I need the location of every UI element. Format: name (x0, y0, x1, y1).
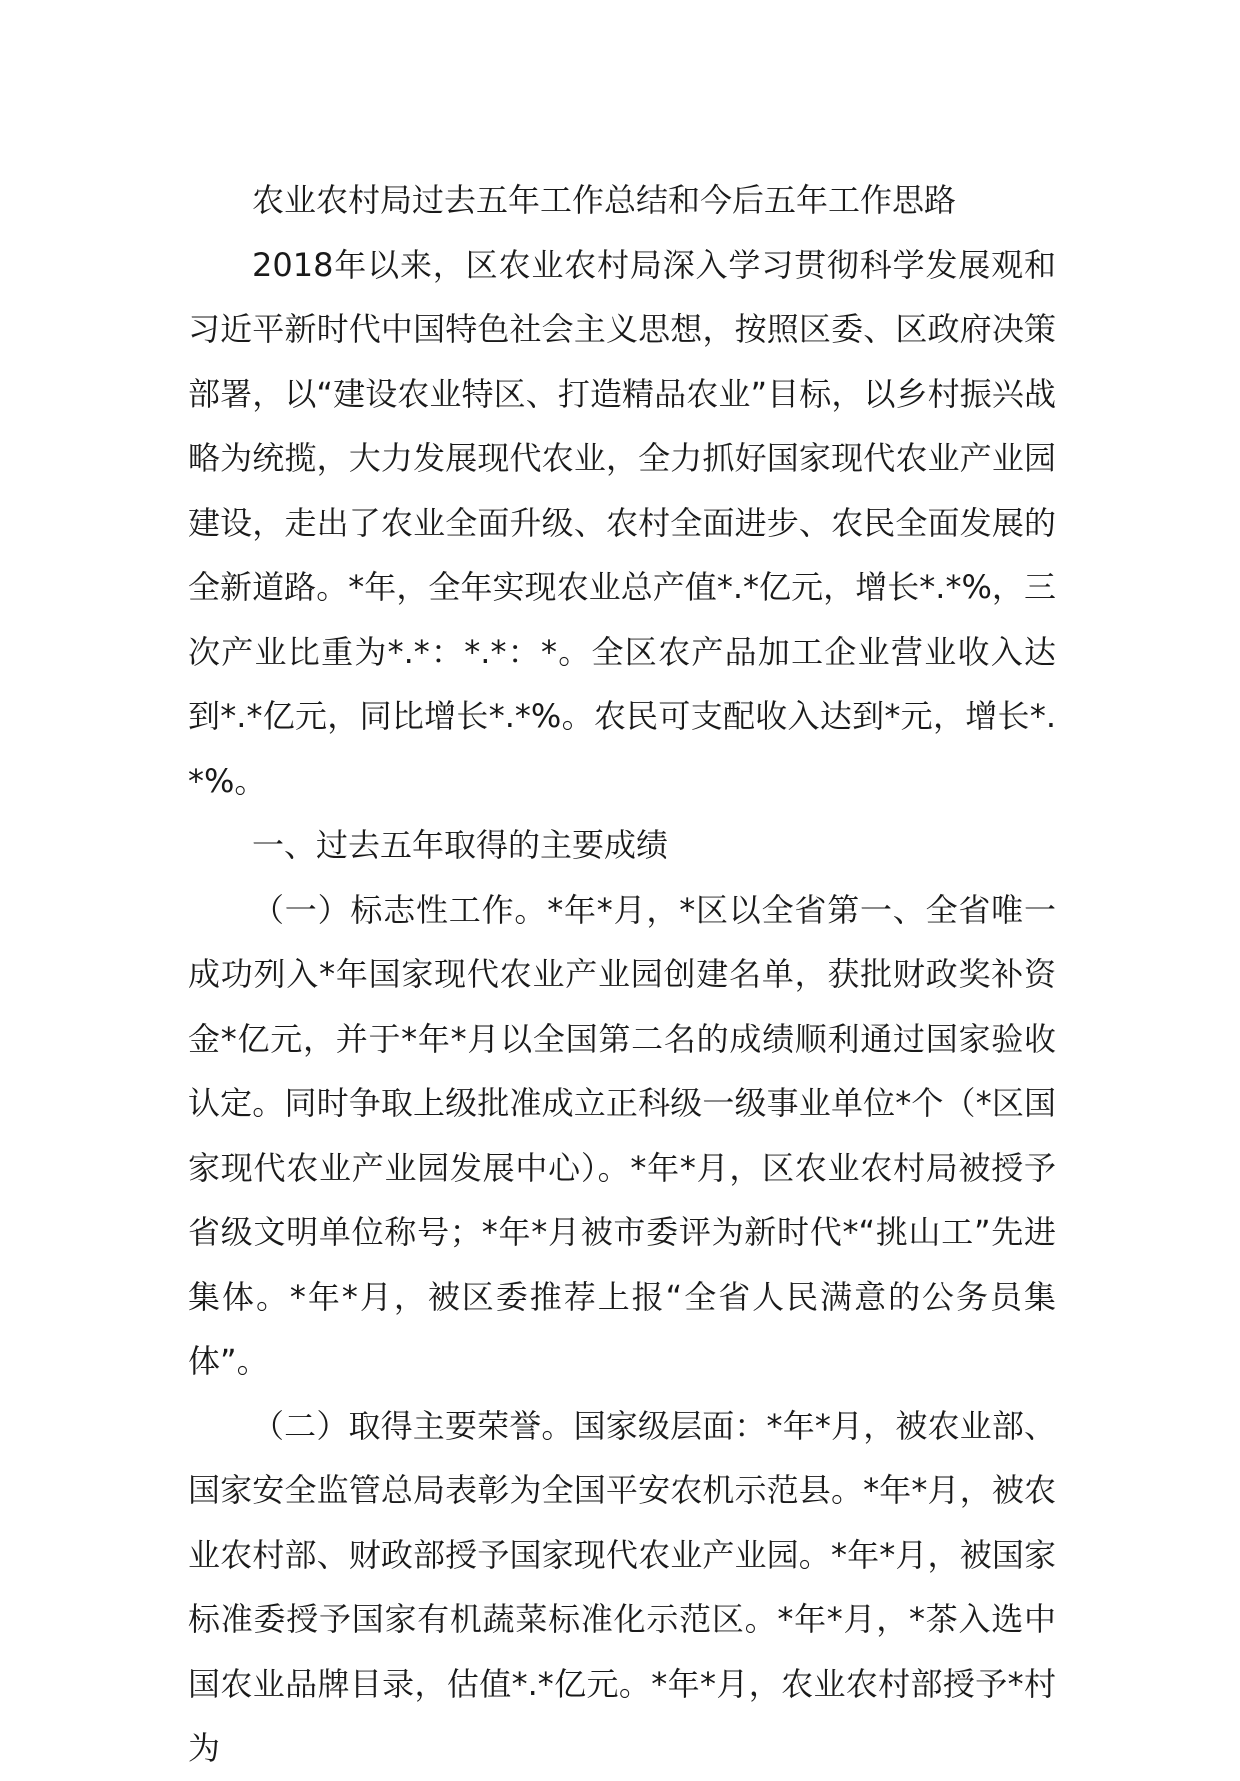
paragraph-intro: 2018年以来，区农业农村局深入学习贯彻科学发展观和习近平新时代中国特色社会主义思想，按照区委、区政府决策部署，以“建设农业特区、打造精品农业”目标，以乡村振兴战略为统揽，大力发展现代农业，全力抓好国家现代农业产业园建设，走出了农业全面升级、农村全面进步、农民全面发展的全新道路。*年，全年实现农业总产值*.*亿元，增长*.*%，三次产业比重为*.*：*.*：*。全区农产品加工企业营业收入达到*.*亿元，同比增长*.*%。农民可支配收入达到*元，增长*.*%。 (188, 245, 1056, 800)
paragraph-honors: （二）取得主要荣誉。国家级层面：*年*月，被农业部、国家安全监管总局表彰为全国平安农机示范县。*年*月，被农业农村部、财政部授予国家现代农业产业园。*年*月，被国家标准委授予国家有机蔬菜标准化示范区。*年*月，*茶入选中国农业品牌目录，估值*.*亿元。*年*月，农业农村部授予*村为 (188, 1406, 1056, 1767)
document-title: 农业农村局过去五年工作总结和今后五年工作思路 (252, 181, 957, 219)
paragraph-landmark-work: （一）标志性工作。*年*月，*区以全省第一、全省唯一成功列入*年国家现代农业产业园创建名单，获批财政奖补资金*亿元，并于*年*月以全国第二名的成绩顺利通过国家验收认定。同时争取上级批准成立正科级一级事业单位*个（*区国家现代农业产业园发展中心）。*年*月，区农业农村局被授予省级文明单位称号；*年*月被市委评为新时代*“挑山工”先进集体。*年*月，被区委推荐上报“全省人民满意的公务员集体”。 (188, 890, 1056, 1380)
document-body (188, 168, 1056, 1781)
section-heading: 一、过去五年取得的主要成绩 (252, 826, 669, 864)
